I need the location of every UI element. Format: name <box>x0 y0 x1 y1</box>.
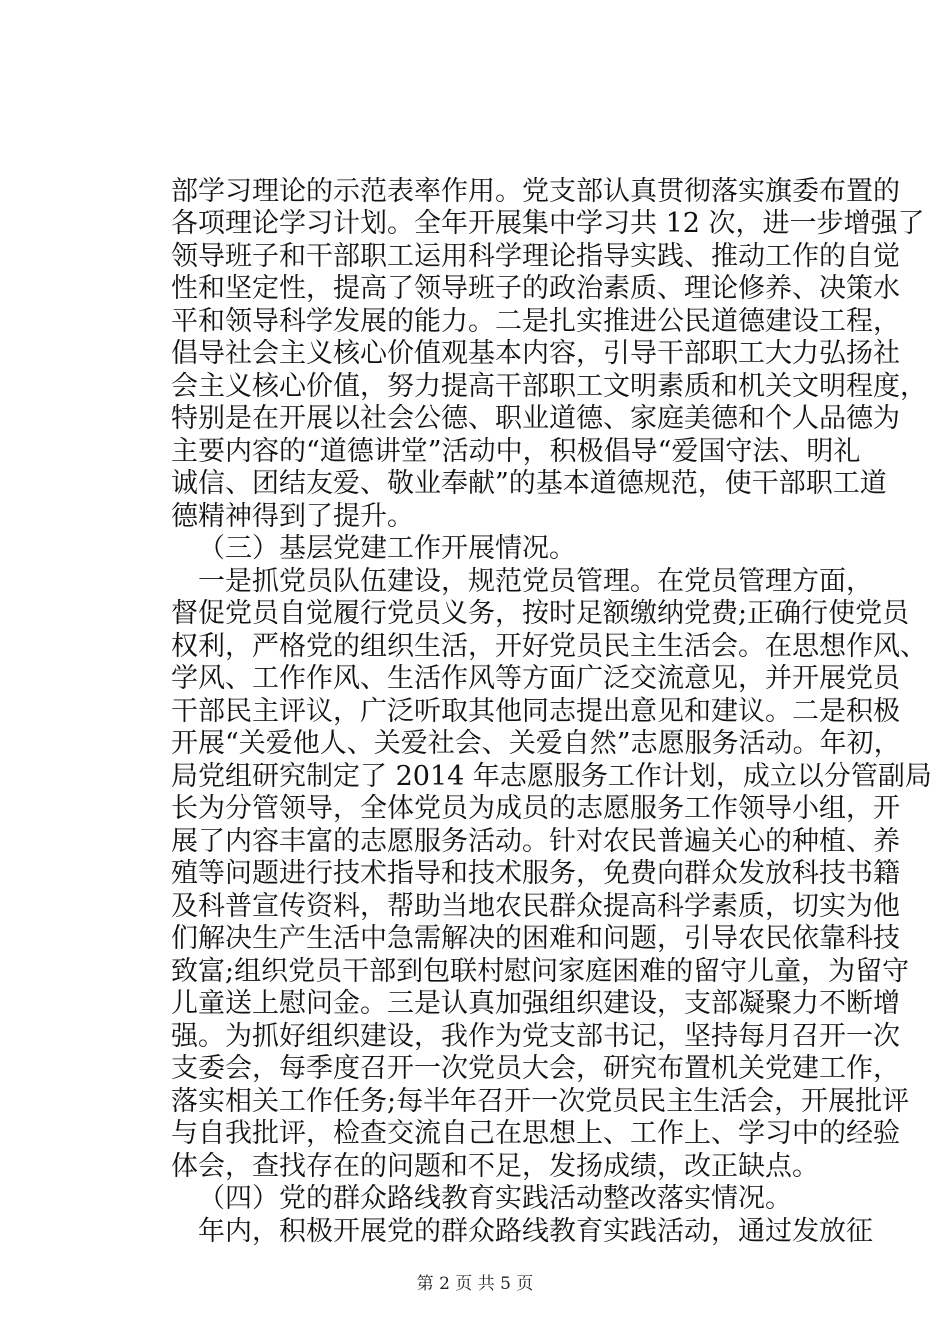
body-text-line: 学风、工作作风、生活作风等方面广泛交流意见，并开展党员 <box>171 663 900 694</box>
body-text-line: 主要内容的“道德讲堂”活动中，积极倡导“爱国守法、明礼 <box>171 436 861 467</box>
body-text-line: 致富;组织党员干部到包联村慰问家庭困难的留守儿童，为留守 <box>171 956 910 987</box>
body-text-line: 局党组研究制定了 2014 年志愿服务工作计划，成立以分管副局 <box>171 761 932 792</box>
body-text-line: 倡导社会主义核心价值观基本内容，引导干部职工大力弘扬社 <box>171 338 900 369</box>
body-text-line: 德精神得到了提升。 <box>171 501 414 532</box>
section-heading: （三）基层党建工作开展情况。 <box>198 533 576 564</box>
paragraph-first-line: 一是抓党员队伍建设，规范党员管理。在党员管理方面， <box>198 566 873 597</box>
body-text-line: 体会，查找存在的问题和不足，发扬成绩，改正缺点。 <box>171 1151 819 1182</box>
body-text-line: 权利，严格党的组织生活，开好党员民主生活会。在思想作风、 <box>171 631 927 662</box>
body-text-line: 长为分管领导，全体党员为成员的志愿服务工作领导小组，开 <box>171 793 900 824</box>
page-number-footer: 第 2 页 共 5 页 <box>416 1274 534 1294</box>
body-text-line: 干部民主评议，广泛听取其他同志提出意见和建议。二是积极 <box>171 696 900 727</box>
section-heading: （四）党的群众路线教育实践活动整改落实情况。 <box>198 1183 792 1214</box>
body-text-line: 诚信、团结友爱、敬业奉献”的基本道德规范，使干部职工道 <box>171 468 887 499</box>
body-text-line: 殖等问题进行技术指导和技术服务，免费向群众发放科技书籍 <box>171 858 900 889</box>
body-text-line: 平和领导科学发展的能力。二是扎实推进公民道德建设工程， <box>171 306 900 337</box>
body-text-line: 强。为抓好组织建设，我作为党支部书记，坚持每月召开一次 <box>171 1021 900 1052</box>
body-text-line: 开展“关爱他人、关爱社会、关爱自然”志愿服务活动。年初， <box>171 728 901 759</box>
body-text-line: 与自我批评，检查交流自己在思想上、工作上、学习中的经验 <box>171 1118 900 1149</box>
body-text-line: 展了内容丰富的志愿服务活动。针对农民普遍关心的种植、养 <box>171 826 900 857</box>
body-text-line: 支委会，每季度召开一次党员大会，研究布置机关党建工作， <box>171 1053 900 1084</box>
body-text-line: 及科普宣传资料，帮助当地农民群众提高科学素质，切实为他 <box>171 891 900 922</box>
body-text-line: 各项理论学习计划。全年开展集中学习共 12 次，进一步增强了 <box>171 208 925 239</box>
body-text-line: 部学习理论的示范表率作用。党支部认真贯彻落实旗委布置的 <box>171 176 900 207</box>
body-text-line: 儿童送上慰问金。三是认真加强组织建设，支部凝聚力不断增 <box>171 988 900 1019</box>
body-text-line: 督促党员自觉履行党员义务，按时足额缴纳党费;正确行使党员 <box>171 598 910 629</box>
body-text-line: 领导班子和干部职工运用科学理论指导实践、推动工作的自觉 <box>171 241 900 272</box>
body-text-line: 落实相关工作任务;每半年召开一次党员民主生活会，开展批评 <box>171 1086 910 1117</box>
body-text-line: 性和坚定性，提高了领导班子的政治素质、理论修养、决策水 <box>171 273 900 304</box>
body-text-line: 特别是在开展以社会公德、职业道德、家庭美德和个人品德为 <box>171 403 900 434</box>
paragraph-first-line: 年内，积极开展党的群众路线教育实践活动，通过发放征 <box>198 1216 873 1247</box>
body-text-line: 们解决生产生活中急需解决的困难和问题，引导农民依靠科技 <box>171 923 900 954</box>
body-text-line: 会主义核心价值，努力提高干部职工文明素质和机关文明程度， <box>171 371 927 402</box>
